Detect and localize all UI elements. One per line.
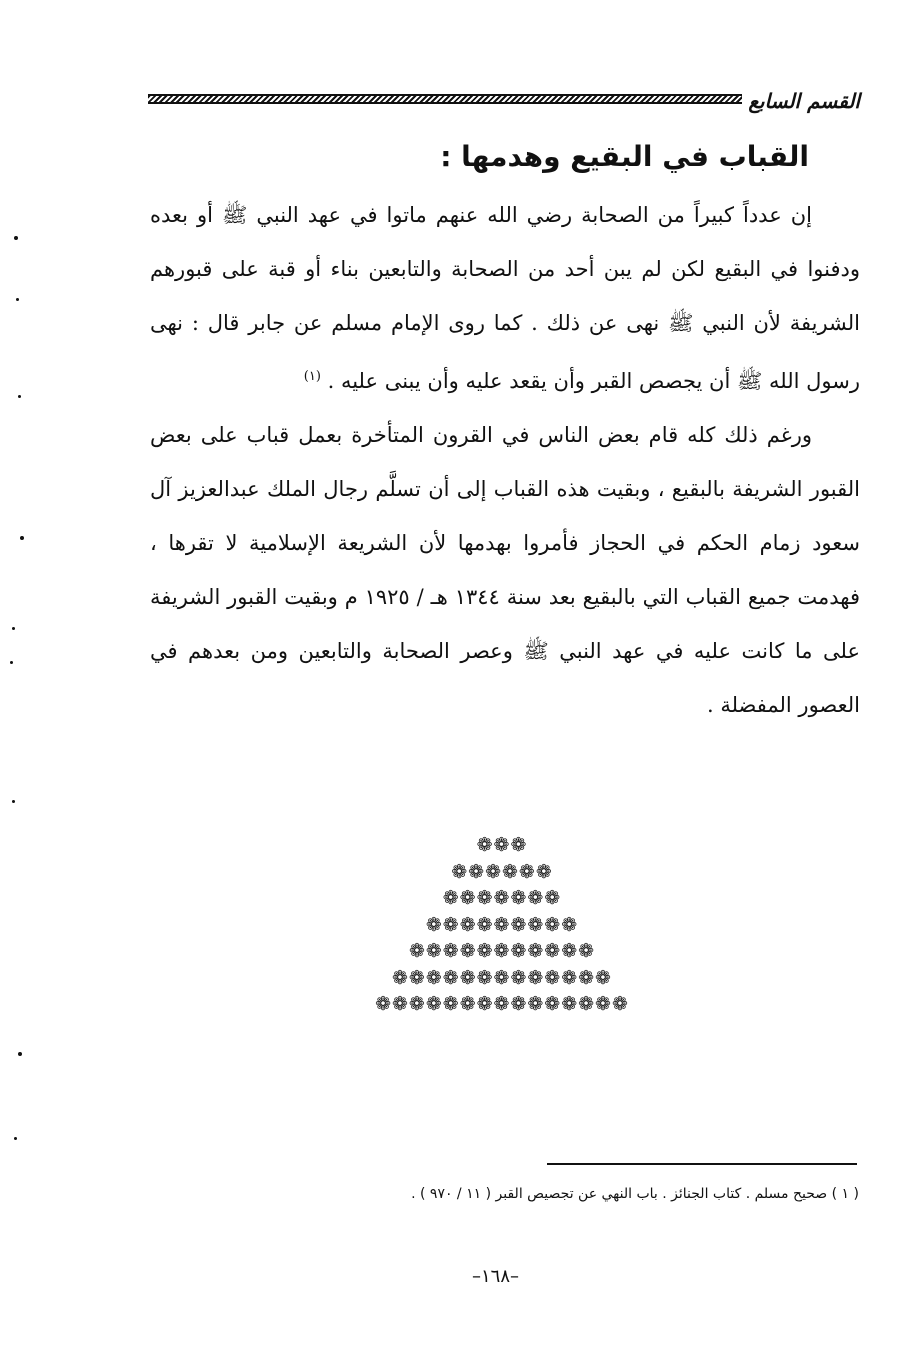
chapter-heading: القباب في البقيع وهدمها : bbox=[440, 140, 809, 173]
paragraph-1 bbox=[150, 188, 860, 408]
margin-speck bbox=[12, 627, 15, 630]
running-header bbox=[148, 88, 860, 114]
ornament-row: ❁❁❁❁❁❁ bbox=[451, 860, 553, 883]
header-rule bbox=[148, 94, 742, 104]
margin-speck bbox=[14, 1137, 17, 1140]
paragraph-2: ورغم ذلك كله قام بعض الناس في القرون المتأخرة بعمل قباب على بعض القبور الشريفة بالبقيع ، وبقيت هذه القباب إلى أن تسلَّم رجال الملك عبدالعزيز آل سعود زمام الحكم في الحجاز فأمروا بهدمها لأن الشريعة الإسلامية لا تقرها ، فهدمت جميع القباب التي بالبقيع بعد سنة ١٣٤٤ هـ / ١٩٢٥ م وبقيت القبور الشريفة على ما كانت عليه في عهد النبي ﷺ وعصر الصحابة والتابعين ومن بعدهم في العصور المفضلة . bbox=[150, 423, 861, 717]
footnote: ( ١ ) صحيح مسلم . كتاب الجنائز . باب النهي عن تجصيص القبر ( ١١ / ٩٧٠ ) . bbox=[411, 1186, 859, 1202]
margin-speck bbox=[20, 536, 24, 540]
margin-speck bbox=[18, 1052, 22, 1056]
body-text bbox=[150, 188, 860, 732]
margin-speck bbox=[14, 236, 18, 240]
ornament-row: ❁❁❁ bbox=[476, 834, 528, 856]
ornament-row: ❁❁❁❁❁❁❁❁❁❁❁❁❁ bbox=[392, 966, 612, 989]
margin-speck bbox=[12, 800, 15, 803]
ornament-row: ❁❁❁❁❁❁❁❁❁ bbox=[425, 913, 579, 936]
page-number: –١٦٨– bbox=[472, 1266, 520, 1287]
margin-speck bbox=[18, 395, 21, 398]
margin-speck bbox=[16, 298, 19, 301]
margin-speck bbox=[10, 661, 13, 664]
footnote-rule bbox=[547, 1163, 857, 1165]
ornament-row: ❁❁❁❁❁❁❁ bbox=[442, 887, 562, 909]
ornament-row: ❁❁❁❁❁❁❁❁❁❁❁❁❁❁❁ bbox=[375, 993, 629, 1015]
footnote-reference: (١) bbox=[303, 369, 321, 384]
ornament-pyramid bbox=[318, 832, 686, 1018]
paragraph-1-text: إن عدداً كبيراً من الصحابة رضي الله عنهم ماتوا في عهد النبي ﷺ أو بعده ودفنوا في البقيع لكن لم يبن أحد من الصحابة والتابعين بناء أو قبة على قبورهم الشريفة لأن النبي ﷺ نهى عن ذلك . كما روى الإمام مسلم عن جابر قال : نهى رسول الله ﷺ أن يجصص القبر وأن يقعد عليه وأن يبنى عليه . bbox=[150, 203, 860, 393]
section-title: القسم السابع bbox=[748, 89, 860, 113]
ornament-row: ❁❁❁❁❁❁❁❁❁❁❁ bbox=[408, 940, 596, 962]
